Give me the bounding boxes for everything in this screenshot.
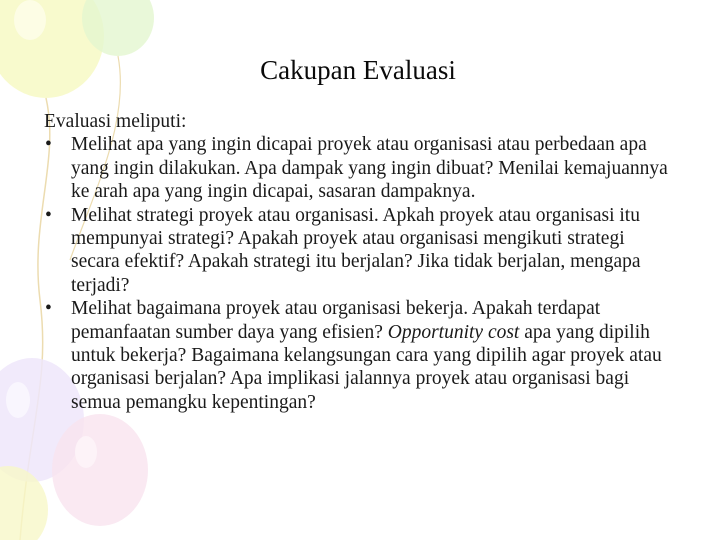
bullet-text-part: apa yang dipilih untuk bekerja? Bagaimana kelangsungan cara yang dipilih agar proyek atau organisasi berjalan? Apa implikasi jalannya proyek atau organisasi bagi semua pemangku kepentingan? (71, 321, 662, 413)
bullet-text: Melihat apa yang ingin dicapai proyek atau organisasi atau perbedaan apa yang ingin dilakukan. Apa dampak yang ingin dibuat? Menilai kemajuannya ke arah apa yang ingin dicapai, sasaran dampaknya. (71, 134, 668, 203)
bullet-icon: • (45, 204, 52, 226)
list-item (44, 133, 674, 203)
bullet-text-part: Melihat bagaimana proyek atau organisasi bekerja. Apakah terdapat pemanfaatan sumber daya yang efisien? (71, 298, 601, 343)
bullet-icon: • (45, 134, 52, 156)
bullet-text-italic: Opportunity cost (387, 321, 520, 343)
bullet-text (71, 298, 662, 413)
bullet-list (44, 133, 674, 414)
slide-title: Cakupan Evaluasi (260, 55, 456, 85)
list-item (44, 204, 674, 298)
pink-balloon (52, 414, 148, 526)
intro-text: Evaluasi meliputi: (44, 111, 187, 132)
slide-body (44, 110, 674, 414)
yellow-balloon-highlight (14, 0, 46, 40)
lilac-highlight (6, 382, 30, 418)
bullet-text: Melihat strategi proyek atau organisasi. Apkah proyek atau organisasi itu mempunyai strategi? Apakah proyek atau organisasi mengikuti strategi secara efektif? Apakah strategi itu berjalan? Jika tidak berjalan, mengapa terjadi? (71, 204, 641, 296)
list-item (44, 297, 674, 414)
bullet-icon: • (45, 298, 52, 320)
pink-highlight (75, 436, 97, 468)
